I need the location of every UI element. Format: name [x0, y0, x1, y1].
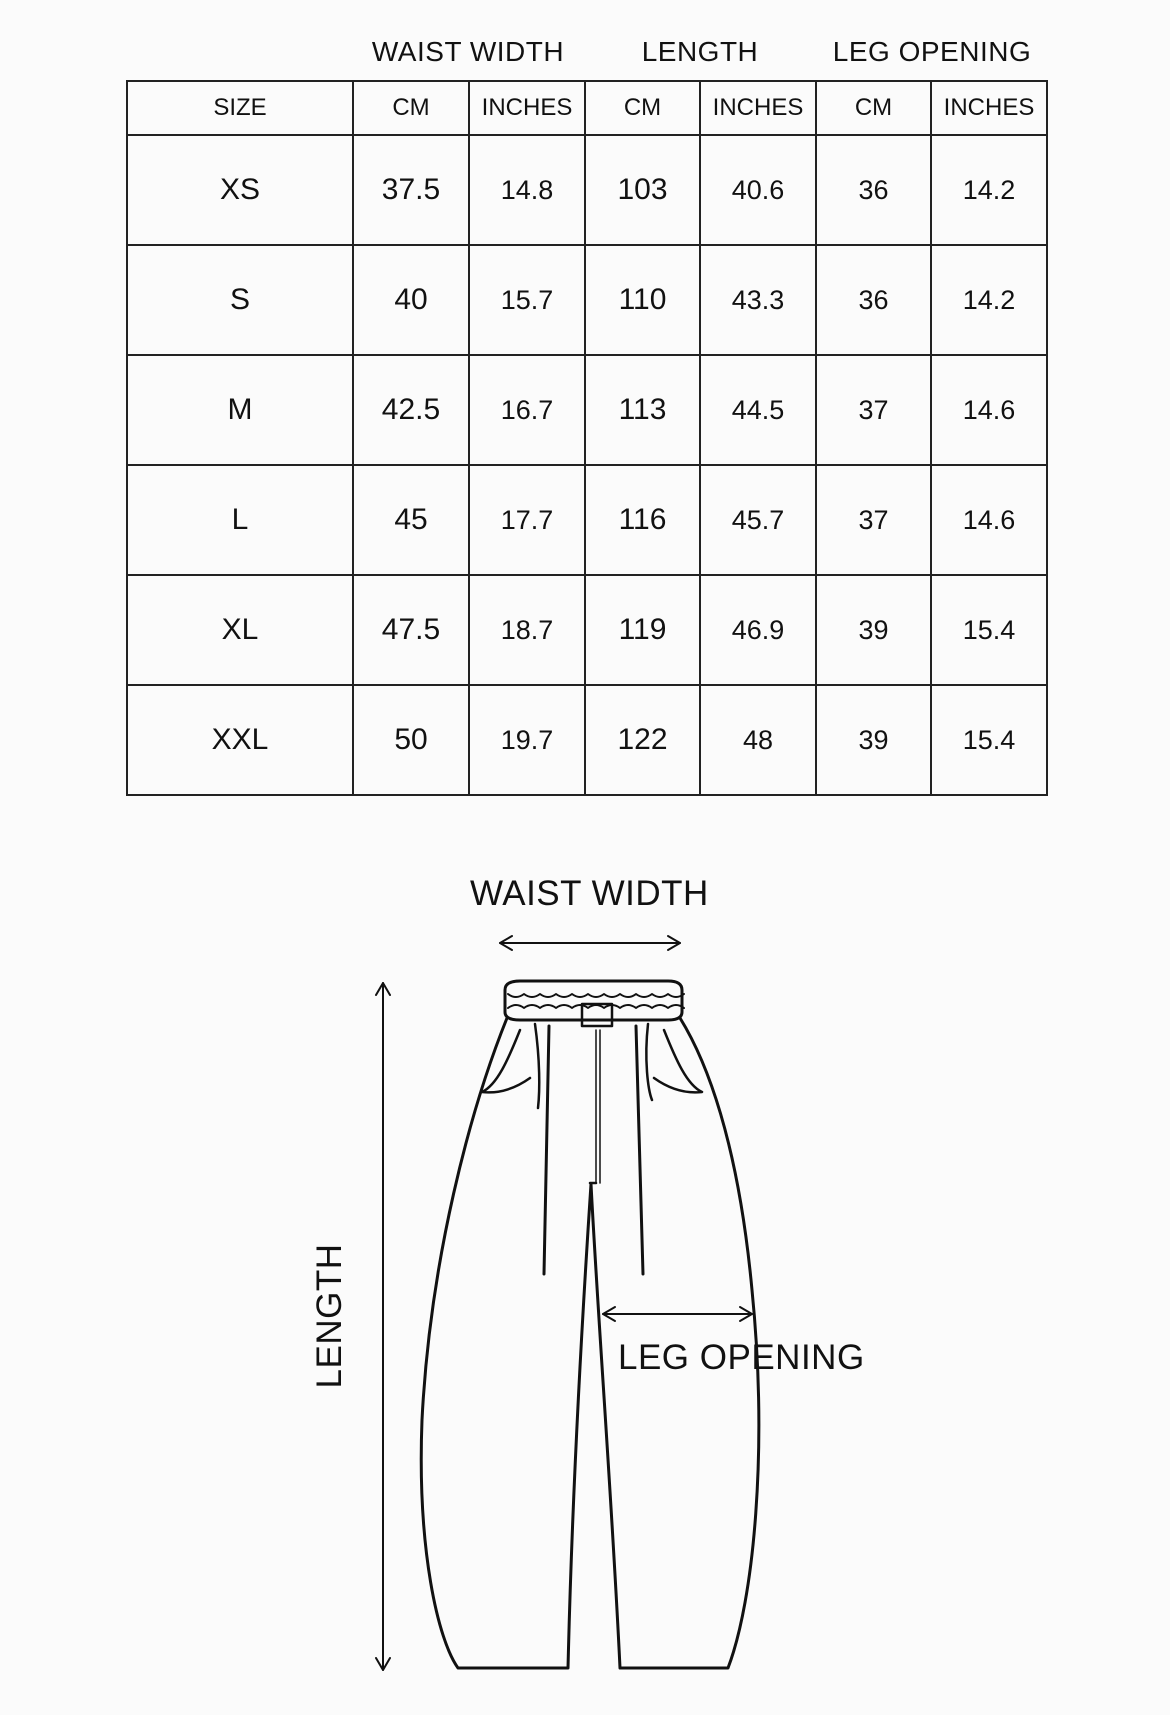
- leg-inches-cell: 14.2: [931, 245, 1047, 355]
- leg-cm-cell: 39: [816, 575, 931, 685]
- size-cell: L: [127, 465, 353, 575]
- size-cell: XS: [127, 135, 353, 245]
- column-header-waist-inches: INCHES: [469, 81, 585, 135]
- group-header-leg-opening: LEG OPENING: [832, 36, 1032, 67]
- length-cm-cell: 119: [585, 575, 700, 685]
- length-cm-cell: 110: [585, 245, 700, 355]
- waist-inches-cell: 19.7: [469, 685, 585, 795]
- group-header-length: LENGTH: [641, 36, 759, 67]
- waist-cm-cell: 37.5: [353, 135, 469, 245]
- column-header-leg-cm: CM: [816, 81, 931, 135]
- waist-cm-cell: 47.5: [353, 575, 469, 685]
- leg-inches-cell: 14.6: [931, 465, 1047, 575]
- waist-cm-cell: 50: [353, 685, 469, 795]
- size-cell: S: [127, 245, 353, 355]
- size-cell: M: [127, 355, 353, 465]
- column-header-leg-inches: INCHES: [931, 81, 1047, 135]
- length-label: LENGTH: [310, 1243, 349, 1389]
- leg-opening-label: LEG OPENING: [618, 1338, 865, 1377]
- length-inches-cell: 44.5: [700, 355, 816, 465]
- double-arrow-vertical-icon: [376, 983, 390, 1670]
- leg-cm-cell: 36: [816, 245, 931, 355]
- waist-inches-cell: 14.8: [469, 135, 585, 245]
- length-cm-cell: 113: [585, 355, 700, 465]
- column-header-length-cm: CM: [585, 81, 700, 135]
- waist-cm-cell: 45: [353, 465, 469, 575]
- leg-cm-cell: 37: [816, 355, 931, 465]
- length-cm-cell: 103: [585, 135, 700, 245]
- leg-inches-cell: 14.2: [931, 135, 1047, 245]
- waist-inches-cell: 15.7: [469, 245, 585, 355]
- length-inches-cell: 43.3: [700, 245, 816, 355]
- waist-cm-cell: 42.5: [353, 355, 469, 465]
- leg-inches-cell: 14.6: [931, 355, 1047, 465]
- leg-inches-cell: 15.4: [931, 685, 1047, 795]
- length-inches-cell: 40.6: [700, 135, 816, 245]
- leg-inches-cell: 15.4: [931, 575, 1047, 685]
- leg-cm-cell: 39: [816, 685, 931, 795]
- waist-inches-cell: 17.7: [469, 465, 585, 575]
- waist-width-label: WAIST WIDTH: [470, 874, 709, 913]
- size-cell: XL: [127, 575, 353, 685]
- length-cm-cell: 122: [585, 685, 700, 795]
- leg-cm-cell: 36: [816, 135, 931, 245]
- group-header-waist-width: WAIST WIDTH: [371, 36, 565, 67]
- waist-inches-cell: 16.7: [469, 355, 585, 465]
- length-cm-cell: 116: [585, 465, 700, 575]
- length-inches-cell: 46.9: [700, 575, 816, 685]
- waist-inches-cell: 18.7: [469, 575, 585, 685]
- leg-opening-arrow-icon: [603, 1307, 752, 1321]
- waist-cm-cell: 40: [353, 245, 469, 355]
- double-arrow-horizontal-icon: [500, 936, 680, 950]
- length-inches-cell: 45.7: [700, 465, 816, 575]
- length-inches-cell: 48: [700, 685, 816, 795]
- column-header-size: SIZE: [127, 81, 353, 135]
- size-cell: XXL: [127, 685, 353, 795]
- column-header-waist-cm: CM: [353, 81, 469, 135]
- column-header-length-inches: INCHES: [700, 81, 816, 135]
- leg-cm-cell: 37: [816, 465, 931, 575]
